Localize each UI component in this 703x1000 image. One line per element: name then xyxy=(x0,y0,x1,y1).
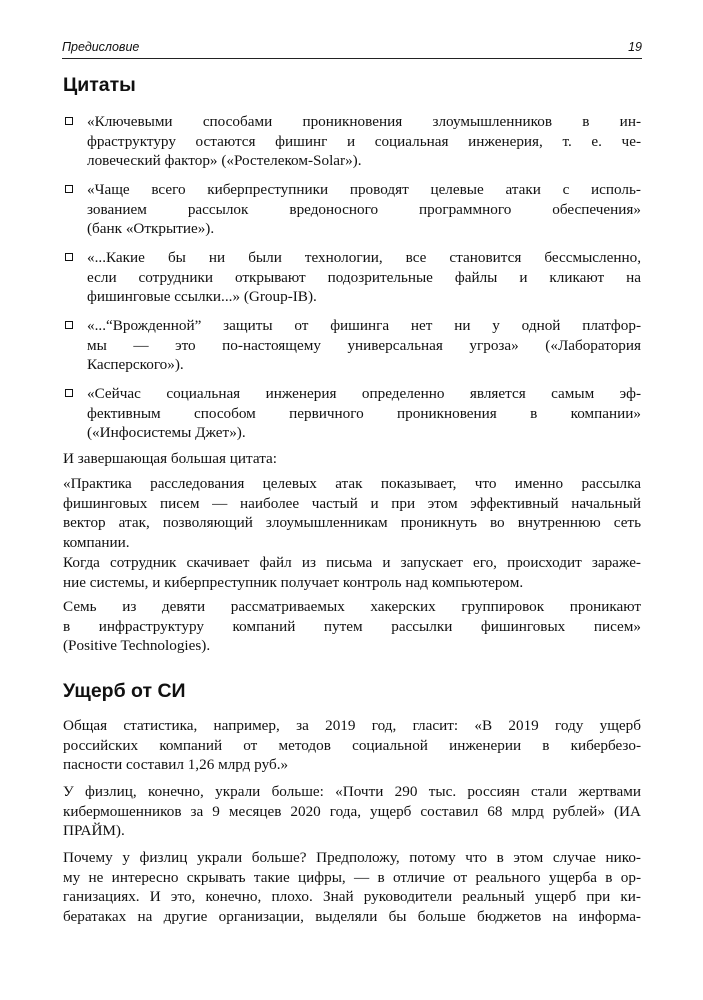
running-header xyxy=(62,38,642,59)
text-line: вектор атак, позволяющий злоумышленникам проникнуть во внутреннюю сеть xyxy=(63,514,641,531)
checkbox-bullet-icon xyxy=(65,117,73,125)
text-line: «Сейчас социальная инженерия определенно является самым эф- xyxy=(87,385,641,402)
text-line: му не интересно скрывать такие цифры, — в отличие от реального ущерба в ор- xyxy=(63,868,641,886)
text-line: «Ключевыми способами проникновения злоумышленников в ин- xyxy=(87,113,641,130)
text-line: фективным способом первичного проникновения в компании» xyxy=(87,404,641,422)
text-line: Когда сотрудник скачивает файл из письма и запускает его, происходит зараже- xyxy=(63,554,641,571)
checkbox-bullet-icon xyxy=(65,253,73,261)
text-line: фишинговых писем — наиболее частый и при этом эффективный начальный xyxy=(63,494,641,512)
text-line: ПРАЙМ). xyxy=(63,822,125,839)
checkbox-bullet-icon xyxy=(65,185,73,193)
text-line: бератаках на другие организации, выделяли бы больше бюджетов на информа- xyxy=(63,907,641,925)
checkbox-bullet-icon xyxy=(65,389,73,397)
checkbox-bullet-icon xyxy=(65,321,73,329)
text-line: фишинговые ссылки...» (Group-IB). xyxy=(87,288,317,305)
text-line: У физлиц, конечно, украли больше: «Почти 290 тыс. россиян стали жертвами xyxy=(63,783,641,800)
text-line: «Чаще всего киберпреступники проводят целевые атаки с исполь- xyxy=(87,181,641,198)
quote-text xyxy=(87,112,641,171)
quote-text xyxy=(87,180,641,239)
text-line: в инфраструктуру компаний путем рассылки фишинговых писем» xyxy=(63,617,641,635)
quote-text xyxy=(87,384,641,443)
section-title: Предисловие xyxy=(62,40,140,54)
text-line: Семь из девяти рассматриваемых хакерских группировок проникают xyxy=(63,598,641,615)
big-quote-intro: И завершающая большая цитата: xyxy=(63,450,277,467)
text-line: Касперского»). xyxy=(87,356,184,373)
big-quote-paragraph xyxy=(63,474,641,552)
text-line: ние системы, и киберпреступник получает контроль над компьютером. xyxy=(63,573,524,591)
damage-paragraph xyxy=(63,848,641,926)
text-line: пасности составил 1,26 млрд руб.» xyxy=(63,756,289,773)
text-line: (Positive Technologies). xyxy=(63,637,211,654)
text-line: Почему у физлиц украли больше? Предположу, потому что в этом случае нико- xyxy=(63,849,641,866)
text-line: российских компаний от методов социальной инженерии в кибербезо- xyxy=(63,736,641,754)
text-line: «...“Врожденной” защиты от фишинга нет ни у одной платфор- xyxy=(87,317,641,334)
page-number: 19 xyxy=(628,40,642,54)
text-line: «Практика расследования целевых атак показывает, что именно рассылка xyxy=(63,475,641,492)
damage-heading: Ущерб от СИ xyxy=(63,680,186,702)
text-line: («Инфосистемы Джет»). xyxy=(87,424,246,441)
text-line: фраструктуру остаются фишинг и социальная инженерия, т. е. че- xyxy=(87,132,641,150)
text-line: зованием рассылок вредоносного программного обеспечения» xyxy=(87,200,641,218)
text-line: «...Какие бы ни были технологии, все становится бессмысленно, xyxy=(87,249,641,266)
text-line: кибермошенников за 9 месяцев 2020 года, ущерб составил 68 млрд рублей» (ИА xyxy=(63,802,641,820)
text-line: компании. xyxy=(63,533,130,551)
quote-text xyxy=(87,316,641,375)
text-line: Общая статистика, например, за 2019 год, гласит: «В 2019 году ущерб xyxy=(63,717,641,734)
big-quote-paragraph xyxy=(63,553,641,592)
big-quote-paragraph xyxy=(63,597,641,656)
quote-text xyxy=(87,248,641,307)
damage-paragraph xyxy=(63,716,641,775)
text-line: ловеческий фактор» («Ростелеком-Solar»). xyxy=(87,152,362,169)
text-line: мы — это по-настоящему универсальная угроза» («Лаборатория xyxy=(87,336,641,354)
text-line: если сотрудники открывают подозрительные файлы и кликают на xyxy=(87,268,641,286)
text-line: (банк «Открытие»). xyxy=(87,220,215,237)
damage-paragraph xyxy=(63,782,641,841)
quotes-heading: Цитаты xyxy=(63,74,136,96)
text-line: ганизациях. И это, конечно, плохо. Знай руководители реальный ущерб при ки- xyxy=(63,888,641,905)
